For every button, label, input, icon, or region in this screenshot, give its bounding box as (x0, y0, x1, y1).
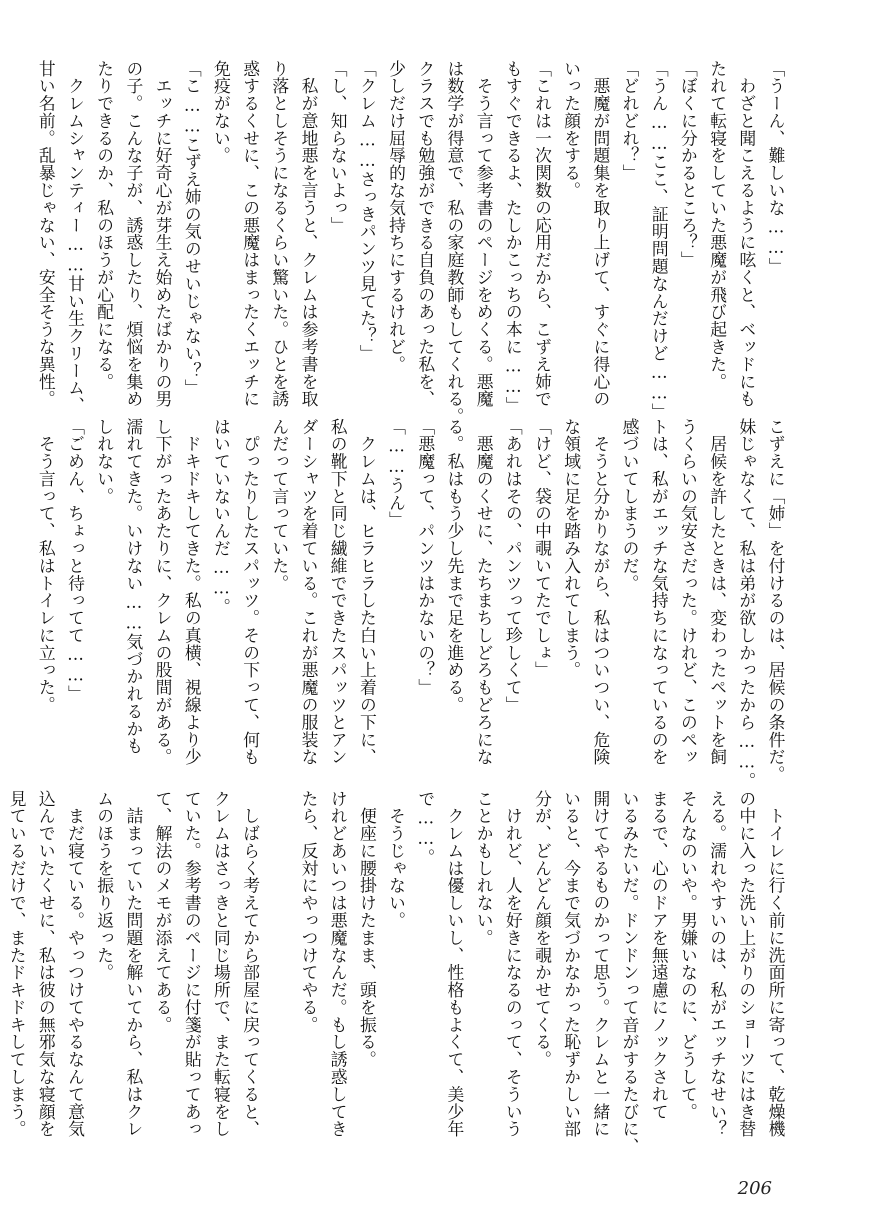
text-block-top (36, 60, 790, 426)
text-column: そう言って、私はトイレに立った。 (36, 418, 57, 714)
text-column: 「あれはその、パンツって珍しくて」 (503, 418, 524, 714)
text-column: トは、私がエッチな気持ちになっているのを (649, 418, 670, 766)
text-column: はいていないんだ……。 (211, 418, 232, 616)
text-column: そう言って参考書のページをめくる。悪魔 (474, 60, 495, 408)
text-column: わざと聞こえるように呟くと、ベッドにも (736, 60, 757, 408)
text-column: けれどあいつは悪魔なんだ。もし誘惑してき (328, 790, 349, 1138)
text-column: 居候を許したときは、変わったペットを飼 (707, 418, 728, 766)
text-column: 「けど、袋の中覗いてたでしょ」 (532, 418, 553, 679)
text-column: で……。 (415, 790, 436, 866)
text-column: そうと分かりながら、私はついつい、危険 (590, 418, 611, 766)
text-column: エッチに好奇心が芽生え始めたばかりの男 (153, 60, 174, 408)
text-column: える。濡れやすいのは、私がエッチなせい？ (707, 790, 728, 1138)
text-column: もすぐできるよ、たしかこっちの本に……」 (503, 60, 524, 415)
text-column: 見ているだけで、またドキドキしてしまう。 (7, 790, 28, 1138)
text-column: 「悪魔って、パンツはかないの？」 (415, 418, 436, 697)
column-group-top (36, 60, 790, 426)
page-number: 206 (737, 1178, 772, 1199)
text-column: 「し、知らないよっ」 (328, 60, 349, 234)
column-group-middle (36, 418, 790, 790)
text-column: の中に入った洗い上がりのショーツにはき替 (736, 790, 757, 1138)
text-column: ドキドキしてきた。私の真横、視線より少 (182, 418, 203, 766)
text-block-middle (36, 418, 790, 790)
text-column: 「クレム……さっきパンツ見てた？」 (357, 60, 378, 363)
text-column: クレムはさっきと同じ場所で、また転寝をし (211, 790, 232, 1138)
text-column: 「……うん」 (386, 418, 407, 529)
text-column: 甘い名前。乱暴じゃない、安全そうな異性。 (36, 60, 57, 408)
text-column: しれない。 (94, 418, 115, 505)
text-column: り落としそうになるくらい驚いた。ひとを誘 (269, 60, 290, 408)
text-column: 濡れてきた。いけない……気づかれるかも (123, 418, 144, 755)
text-column: 感づいてしまうのだ。 (620, 418, 641, 592)
text-column: んだって言っていた。 (269, 418, 290, 592)
text-column: ムのほうを振り返った。 (94, 790, 115, 982)
text-column: の子。こんな子が、誘惑したり、煩悩を集め (123, 60, 144, 408)
text-column: そうじゃない。 (386, 790, 407, 930)
text-column: クレムシャンティー……甘い生クリーム、 (65, 60, 86, 415)
text-column: ていた。参考書のページに付箋が貼ってあっ (182, 790, 203, 1138)
text-column: 分が、どんどん顔を覗かせてくる。 (532, 790, 553, 1069)
text-column: る。私はもう少し先まで足を進める。 (444, 418, 465, 714)
text-column: 「どれどれ？」 (620, 60, 641, 182)
text-column: 「これは一次関数の応用だから、こずえ姉で (532, 60, 553, 408)
text-column: 妹じゃなくて、私は弟が欲しかったから……。 (736, 418, 757, 790)
text-column: いると、今まで気づかなかった恥ずかしい部 (561, 790, 582, 1138)
text-column: クレムは優しいし、性格もよくて、美少年 (444, 790, 465, 1138)
text-column: 「ごめん、ちょっと待ってて……」 (65, 418, 86, 703)
text-column: 少しだけ屈辱的な気持ちにするけれど。 (386, 60, 407, 374)
text-column: まだ寝ている。やっつけてやるなんて意気 (65, 790, 86, 1138)
text-column: トイレに行く前に洗面所に寄って、乾燥機 (766, 790, 786, 1138)
text-column: 開けてやるものかって思う。クレムと一緒に (590, 790, 611, 1138)
text-column: 「うーん、難しいな……」 (766, 60, 786, 276)
text-column: たれて転寝をしていた悪魔が飛び起きた。 (707, 60, 728, 391)
text-column: クレムは、ヒラヒラした白い上着の下に、 (357, 418, 378, 766)
text-column: ぴったりしたスパッツ。その下って、何も (240, 418, 261, 766)
text-column: こずえに「姉」を付けるのは、居候の条件だ。 (766, 418, 786, 784)
text-column: けれど、人を好きになるのって、そういう (503, 790, 524, 1138)
text-column: ことかもしれない。 (474, 790, 495, 947)
text-column: たら、反対にやっつけてやる。 (299, 790, 319, 1034)
text-column: は数学が得意で、私の家庭教師もしてくれる。 (444, 60, 465, 426)
text-column: 悪魔のくせに、たちまちしどろもどろにな (474, 418, 495, 766)
text-column: 「うん……ここ、証明問題なんだけど……」 (649, 60, 670, 421)
text-column: 免疫がない。 (211, 60, 232, 165)
text-column: 悪魔が問題集を取り上げて、すぐに得心の (590, 60, 611, 408)
text-column: ダーシャツを着ている。これが悪魔の服装な (299, 418, 319, 766)
text-column: 「こ……こずえ姉の気のせいじゃない？」 (182, 60, 203, 397)
text-column: いった顔をする。 (561, 60, 582, 200)
text-column: 私が意地悪を言うと、クレムは参考書を取 (299, 60, 319, 408)
text-column: たりできるのか、私のほうが心配になる。 (94, 60, 115, 391)
column-group-bottom (7, 790, 790, 1156)
text-column: 便座に腰掛けたまま、頭を振る。 (357, 790, 378, 1069)
text-column: し下がったあたりに、クレムの股間がある。 (153, 418, 174, 766)
text-column: そんなのいや。男嫌いなのに、どうして。 (678, 790, 699, 1121)
text-column: 「ぼくに分かるところ？」 (678, 60, 699, 269)
text-column: うくらいの気安さだった。けれど、このペッ (678, 418, 699, 766)
text-column (265, 790, 294, 1150)
text-column: な領域に足を踏み入れてしまう。 (561, 418, 582, 679)
text-column: 惑するくせに、この悪魔はまったくエッチに (240, 60, 261, 408)
text-column: 私の靴下と同じ繊維でできたスパッツとアン (328, 418, 349, 766)
text-column: いるみたいだ。ドンドンって音がするたびに、 (620, 790, 641, 1156)
text-column: まるで、心のドアを無遠慮にノックされて (649, 790, 670, 1121)
text-column: 詰まっていた問題を解いてから、私はクレ (123, 790, 144, 1138)
text-block-bottom (7, 790, 790, 1156)
text-column: 込んでいたくせに、私は彼の無邪気な寝顔を (36, 790, 57, 1138)
text-column: クラスでも勉強ができる自負のあった私を、 (415, 60, 436, 408)
text-column: て、解法のメモが添えてある。 (153, 790, 174, 1034)
text-column: しばらく考えてから部屋に戻ってくると、 (240, 790, 261, 1138)
